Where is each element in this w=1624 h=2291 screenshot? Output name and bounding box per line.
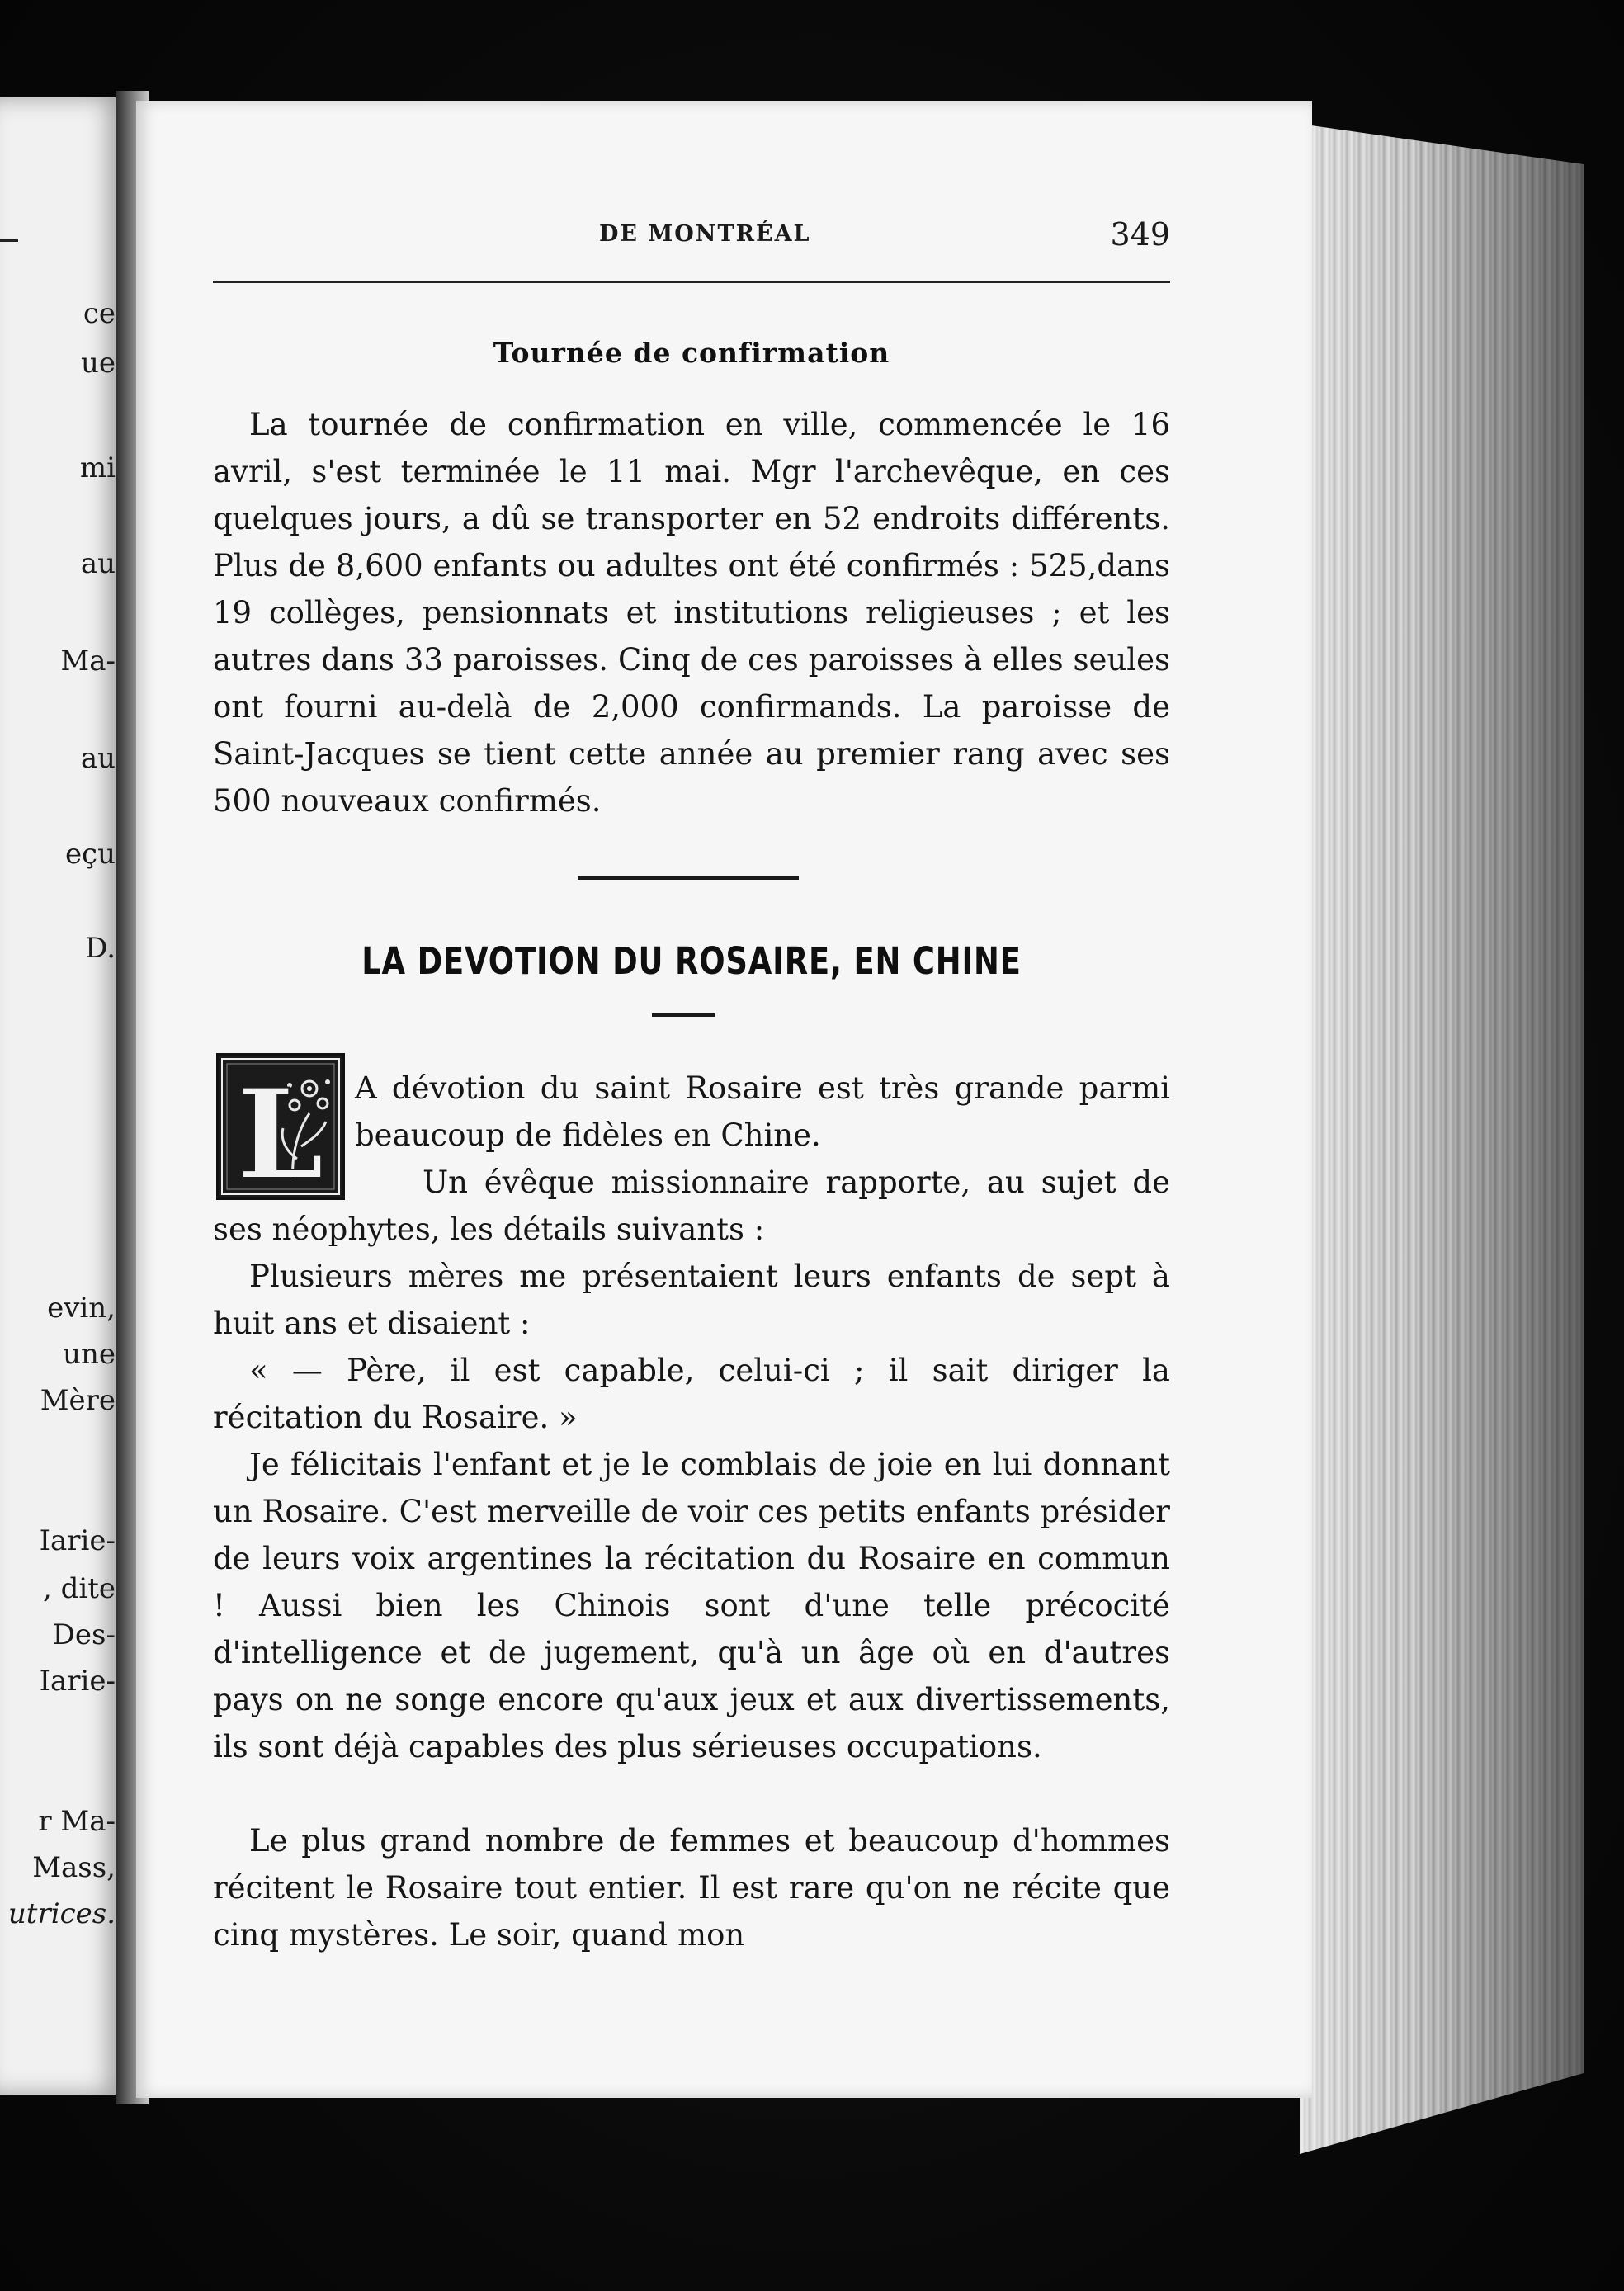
article-paragraph: Je félicitais l'enfant et je le comblais de joie en lui donnant un Rosaire. C'est merveille de voir ces petits enfants présider de leurs voix argentines la récitation du Rosaire en commun ! Aussi bien les Chinois sont d'une telle précocité d'intelligence et de jugement, qu'à un âge où en d'autres pays on ne songe encore qu'aux jeux et aux divertissements, ils sont déjà capables des plus sérieuses occupations. xyxy=(213,1447,1170,1764)
running-head-title: DE MONTRÉAL xyxy=(599,221,811,247)
left-facing-page xyxy=(0,97,124,2095)
left-page-fragment: Ma- xyxy=(60,645,116,678)
running-head xyxy=(213,216,1170,257)
left-page-fragment: Mère xyxy=(40,1384,116,1417)
title-underline-rule xyxy=(652,1013,715,1017)
header-rule xyxy=(213,281,1170,283)
article-paragraph: Le plus grand nombre de femmes et beaucoup d'hommes récitent le Rosaire tout entier. Il est rare qu'on ne récite que cinq mystères. Le soir, quand mon xyxy=(213,1823,1170,1953)
article-title: LA DEVOTION DU ROSAIRE, EN CHINE xyxy=(361,939,1022,983)
left-page-fragment: utrices. xyxy=(7,1897,116,1930)
left-page-fragment: D. xyxy=(85,932,116,965)
left-page-fragment: ce xyxy=(83,297,116,330)
left-page-fragment: , dite xyxy=(42,1572,116,1605)
left-page-fragment: Mass, xyxy=(32,1851,116,1884)
section-heading: Tournée de confirmation xyxy=(493,337,890,369)
left-page-fragment: au xyxy=(80,547,116,580)
left-page-fragment: ue xyxy=(80,347,116,380)
article-opening-line: A dévotion du saint Rosaire est très grande parmi beaucoup de fidèles en Chine. xyxy=(355,1070,1170,1153)
left-page-fragment: une xyxy=(63,1338,116,1371)
page-number: 349 xyxy=(1110,216,1170,253)
section-paragraph: La tournée de confirmation en ville, commencée le 16 avril, s'est terminée le 11 mai. Mgr l'archevêque, en ces quelques jours, a dû se transporter en 52 endroits différents. Plus de 8,600 enfants ou adultes ont été confirmés : 525,dans 19 collèges, pensionnats et institutions religieuses ; et les autres dans 33 paroisses. Cinq de ces paroisses à elles seules ont fourni au-delà de 2,000 confirmands. La paroisse de Saint-Jacques se tient cette année au premier rang avec ses 500 nouveaux confirmés. xyxy=(213,407,1170,819)
left-page-fragment: Des- xyxy=(52,1618,116,1651)
left-page-fragment: Iarie- xyxy=(39,1524,116,1557)
left-page-rule xyxy=(0,239,18,242)
left-page-fragment: r Ma- xyxy=(38,1805,116,1838)
section-separator-rule xyxy=(578,876,799,880)
article-opening-second: Un évêque missionnaire rapporte, au sujet de ses néophytes, les détails suivants : xyxy=(213,1164,1170,1247)
left-page-fragment: mi xyxy=(79,451,116,484)
article-paragraph: « — Père, il est capable, celui-ci ; il sait diriger la récitation du Rosaire. » xyxy=(213,1353,1170,1435)
left-page-fragment: eçu xyxy=(64,838,116,871)
page-edges-shade xyxy=(1300,124,1584,2154)
left-page-fragment: au xyxy=(80,742,116,775)
article-opening xyxy=(355,1065,1170,1159)
left-page-fragment: evin, xyxy=(47,1292,116,1325)
left-page-fragment: Iarie- xyxy=(39,1665,116,1698)
article-paragraph: Plusieurs mères me présentaient leurs enfants de sept à huit ans et disaient : xyxy=(213,1259,1170,1341)
drop-cap-letter: L xyxy=(237,1062,324,1197)
